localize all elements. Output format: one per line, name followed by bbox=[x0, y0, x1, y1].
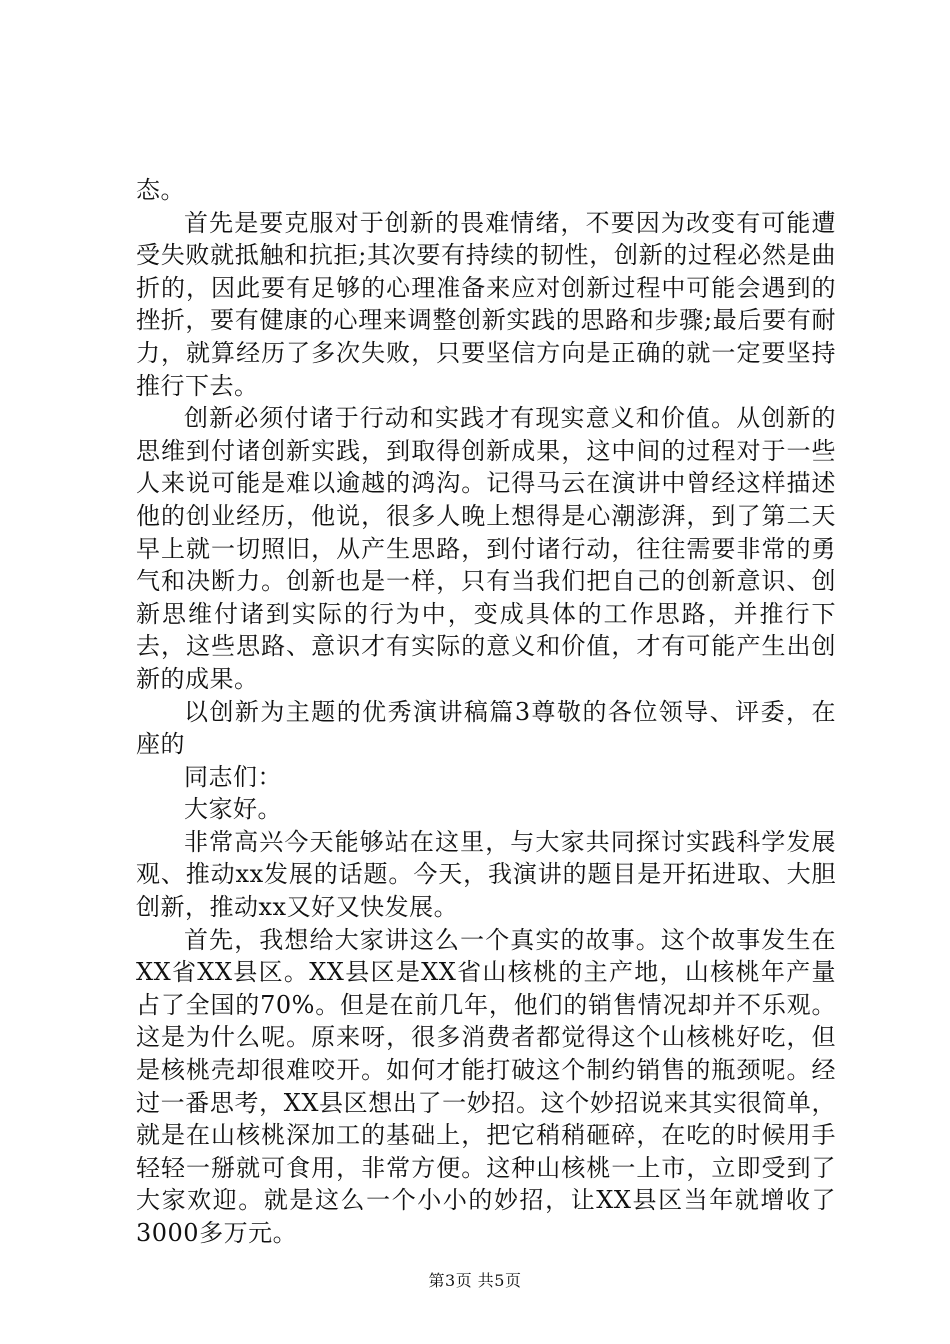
paragraph-overcome-fear: 首先是要克服对于创新的畏难情绪，不要因为改变有可能遭受失败就抵触和抗拒;其次要有持续的韧性，创新的过程必然是曲折的，因此要有足够的心理准备来应对创新过程中可能会遇到的挫折，要有健康的心理来调整创新实践的思路和步骤;最后要有耐力，就算经历了多次失败，只要坚信方向是正确的就一定要坚持推行下去。 bbox=[136, 208, 836, 400]
document-body bbox=[136, 174, 836, 1250]
page-number-footer: 第3页 共5页 bbox=[428, 1271, 522, 1290]
paragraph-greeting-hello: 大家好。 bbox=[184, 795, 282, 824]
paragraph-greeting-comrades: 同志们： bbox=[184, 762, 282, 791]
paragraph-walnut-story: 首先，我想给大家讲这么一个真实的故事。这个故事发生在XX省XX县区。XX县区是XX省山核桃的主产地，山核桃年产量占了全国的70%。但是在前几年，他们的销售情况却并不乐观。这是为什么呢。原来呀，很多消费者都觉得这个山核桃好吃，但是核桃壳却很难咬开。如何才能打破这个制约销售的瓶颈呢。经过一番思考，XX县区想出了一妙招。这个妙招说来其实很简单，就是在山核桃深加工的基础上，把它稍稍砸碎，在吃的时候用手轻轻一掰就可食用，非常方便。这种山核桃一上市，立即受到了大家欢迎。就是这么一个小小的妙招，让XX县区当年就增收了3000多万元。 bbox=[136, 925, 836, 1247]
paragraph-speech-topic: 非常高兴今天能够站在这里，与大家共同探讨实践科学发展观、推动xx发展的话题。今天，我演讲的题目是开拓进取、大胆创新，推动xx又好又快发展。 bbox=[136, 827, 836, 922]
paragraph-continuation: 态。 bbox=[136, 176, 185, 204]
paragraph-speech-title: 以创新为主题的优秀演讲稿篇3尊敬的各位领导、评委，在座的 bbox=[136, 697, 836, 759]
paragraph-innovation-action: 创新必须付诸于行动和实践才有现实意义和价值。从创新的思维到付诸创新实践，到取得创新成果，这中间的过程对于一些人来说可能是难以逾越的鸿沟。记得马云在演讲中曾经这样描述他的创业经历，他说，很多人晚上想得是心潮澎湃，到了第二天早上就一切照旧，从产生思路，到付诸行动，往往需要非常的勇气和决断力。创新也是一样，只有当我们把自己的创新意识、创新思维付诸到实际的行为中，变成具体的工作思路，并推行下去，这些思路、意识才有实际的意义和价值，才有可能产生出创新的成果。 bbox=[136, 404, 836, 693]
